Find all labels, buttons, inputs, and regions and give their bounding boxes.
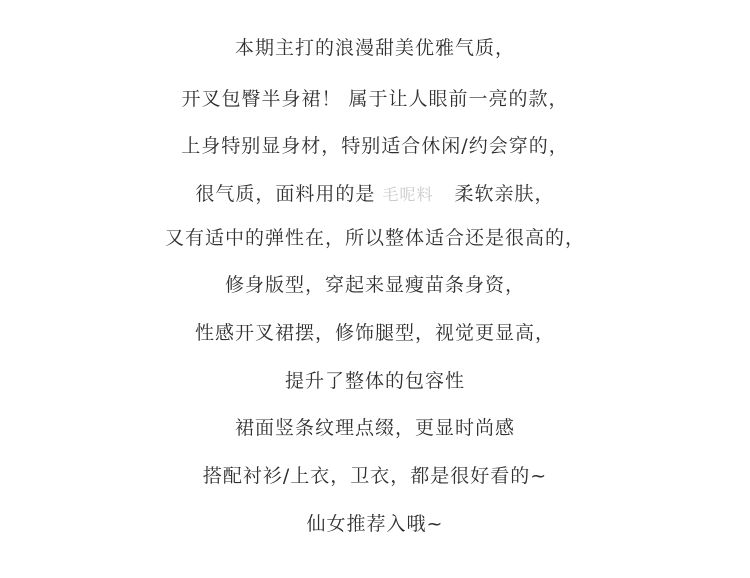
description-line-2: 开叉包臀半身裙！ 属于让人眼前一亮的款， [181, 88, 569, 110]
description-line-10: 搭配衬衫/上衣，卫衣，都是很好看的~ [202, 465, 548, 487]
description-line-1: 本期主打的浪漫甜美优雅气质， [234, 37, 515, 59]
fabric-feature-text: 柔软亲肤， [454, 183, 555, 205]
fabric-highlight: 毛呢料 [382, 185, 434, 204]
description-line-6: 修身版型，穿起来显瘦苗条身资， [224, 274, 525, 296]
description-line-5: 又有适中的弹性在，所以整体适合还是很高的， [164, 227, 585, 249]
fabric-intro-text: 很气质，面料用的是 [195, 183, 376, 205]
description-line-8: 提升了整体的包容性 [284, 370, 465, 392]
description-line-7: 性感开叉裙摆，修饰腿型，视觉更显高， [194, 322, 555, 344]
description-line-11: 仙女推荐入哦~ [306, 513, 444, 535]
description-line-4 [0, 181, 750, 208]
description-line-9: 裙面竖条纹理点缀，更显时尚感 [234, 417, 515, 439]
description-line-3: 上身特别显身材，特别适合休闲/约会穿的， [181, 135, 569, 157]
